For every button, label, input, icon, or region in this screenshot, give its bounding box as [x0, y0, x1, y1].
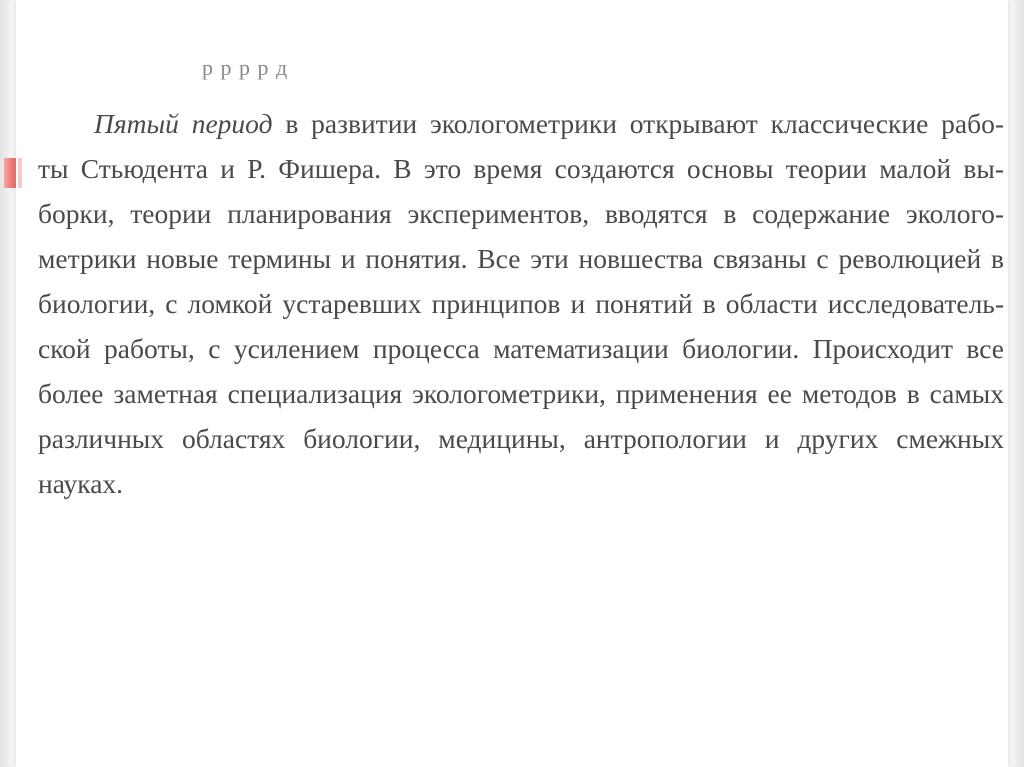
- paragraph-lead-italic: Пятый период: [94, 108, 273, 139]
- paragraph-line-3: борки, теории планирования экспериментов, вводятся в содержание эколого-: [38, 198, 1004, 229]
- paragraph-line-1: [38, 101, 1004, 146]
- paragraph-line-5: биологии, с ломкой устаревших принципов и понятий в области исследователь-: [38, 288, 1004, 319]
- paragraph-line-8: различных областях биологии, медицины, антропологии и других смежных: [38, 423, 1004, 454]
- paragraph: [38, 101, 1004, 506]
- cropped-line-text: р р р р д: [202, 55, 289, 80]
- paragraph-line-7: более заметная специализация экологометрики, применения ее методов в самых: [38, 378, 1004, 409]
- cropped-previous-line: [202, 55, 722, 88]
- paragraph-line-4: метрики новые термины и понятия. Все эти новшества связаны с революцией в: [38, 243, 1004, 274]
- paragraph-line-1-text: в развитии экологометрики открывают классические рабо-: [272, 108, 1004, 139]
- paragraph-line-9: науках.: [38, 468, 124, 499]
- paragraph-line-6: ской работы, с усилением процесса математизации биологии. Происходит все: [38, 333, 1004, 364]
- red-edge-marker: [4, 158, 16, 188]
- paragraph-line-2: ты Стьюдента и Р. Фишера. В это время создаются основы теории малой вы-: [38, 153, 1004, 184]
